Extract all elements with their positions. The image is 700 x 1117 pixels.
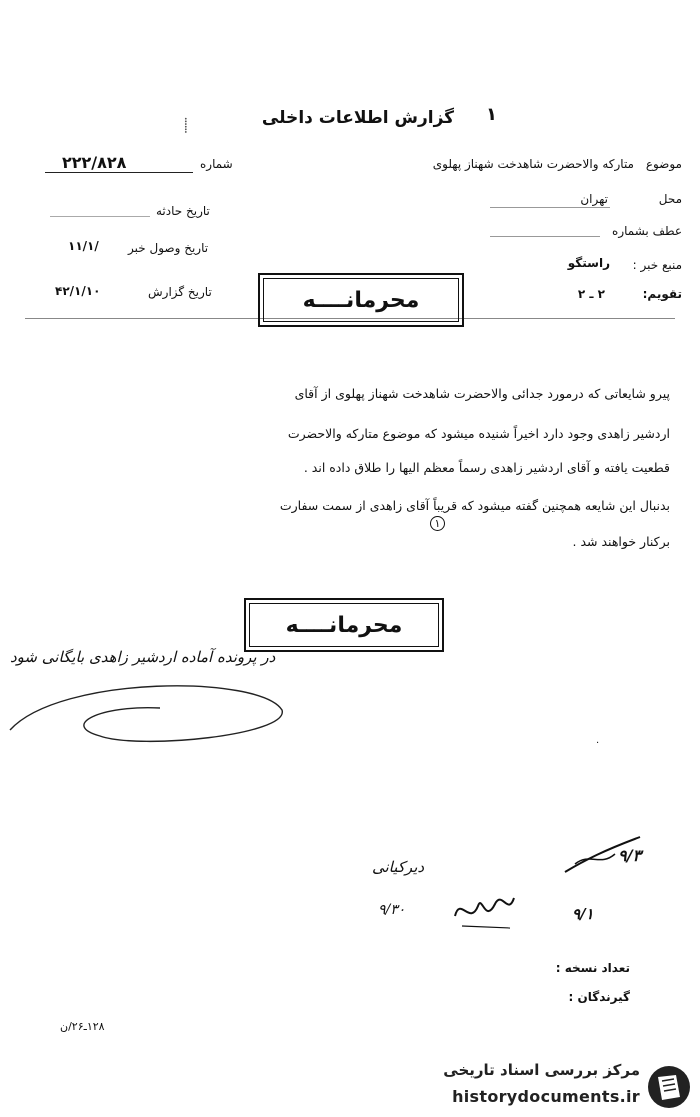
tick-mark: ⸽ <box>184 118 188 134</box>
handwritten-note: در پرونده آماده اردشیر زاهدی بایگانی شود <box>10 648 276 666</box>
body-line-5: برکنار خواهند شد . <box>572 534 670 549</box>
receive-date-value: ۱۱/۱/ <box>68 239 99 253</box>
recipients-label: گیرندگان : <box>568 990 630 1004</box>
calendar-label: تقویم: <box>642 287 682 301</box>
handwritten-top: دیرکیانی <box>372 858 425 876</box>
copies-label: تعداد نسخه : <box>555 961 630 975</box>
page-number: ۱ <box>486 104 497 125</box>
confidential-stamp-2-text: محرمانــــه <box>249 603 439 647</box>
body-line-4: بدنبال این شایعه همچنین گفته میشود که قریباً آقای زاهدی از سمت سفارت <box>279 498 670 513</box>
calendar-value: ۲ ـ ۲ <box>577 287 605 301</box>
receive-date-label: تاریخ وصول خبر <box>128 241 209 255</box>
ref-label: عطف بشماره <box>612 224 682 238</box>
confidential-stamp <box>258 273 464 327</box>
signature-1 <box>450 876 520 936</box>
source-value: راستگو <box>567 256 610 270</box>
number-label: شماره <box>200 157 233 171</box>
body-line-3: قطعیت یافته و آقای اردشیر زاهدی رسماً معظم الیها را طلاق داده اند . <box>303 460 670 475</box>
place-label: محل <box>658 192 682 206</box>
watermark-logo-icon <box>646 1063 692 1111</box>
report-date-label: تاریخ گزارش <box>148 285 212 299</box>
body-line-1: پیرو شایعاتی که درمورد جدائی والاحضرت شاهدخت شهناز پهلوی از آقای <box>294 386 670 401</box>
handwritten-date-3: ۹/۱ <box>572 905 594 923</box>
place-value: تهران <box>580 192 608 206</box>
confidential-stamp-text: محرمانــــه <box>263 278 459 322</box>
form-code: ۱۲۸ـ۲۶/ن <box>60 1020 105 1033</box>
handwritten-date-1: ۹/۳۰ <box>378 902 406 918</box>
signature-2 <box>560 832 660 882</box>
event-date-label: تاریخ حادثه <box>156 204 210 218</box>
watermark <box>416 1061 696 1115</box>
number-value: ۲۲۲/۸۲۸ <box>62 153 127 172</box>
handwritten-date-2: ۹/۳ <box>618 846 642 865</box>
confidential-stamp-2 <box>244 598 444 652</box>
subject-label: موضوع <box>645 157 682 171</box>
report-date-value: ۴۲/۱/۱۰ <box>55 284 101 298</box>
footnote-mark: ۱ <box>430 516 445 531</box>
body-line-2: اردشیر زاهدی وجود دارد اخیراً شنیده میشود که موضوع متارکه والاحضرت <box>287 426 670 441</box>
watermark-name: مرکز بررسی اسناد تاریخی <box>443 1061 640 1079</box>
handwritten-loop <box>0 680 290 760</box>
watermark-url: historydocuments.ir <box>452 1087 640 1106</box>
source-label: منبع خبر : <box>632 258 682 272</box>
subject-value: متارکه والاحضرت شاهدخت شهناز پهلوی <box>432 157 634 171</box>
document-title: گزارش اطلاعات داخلی <box>261 108 455 128</box>
